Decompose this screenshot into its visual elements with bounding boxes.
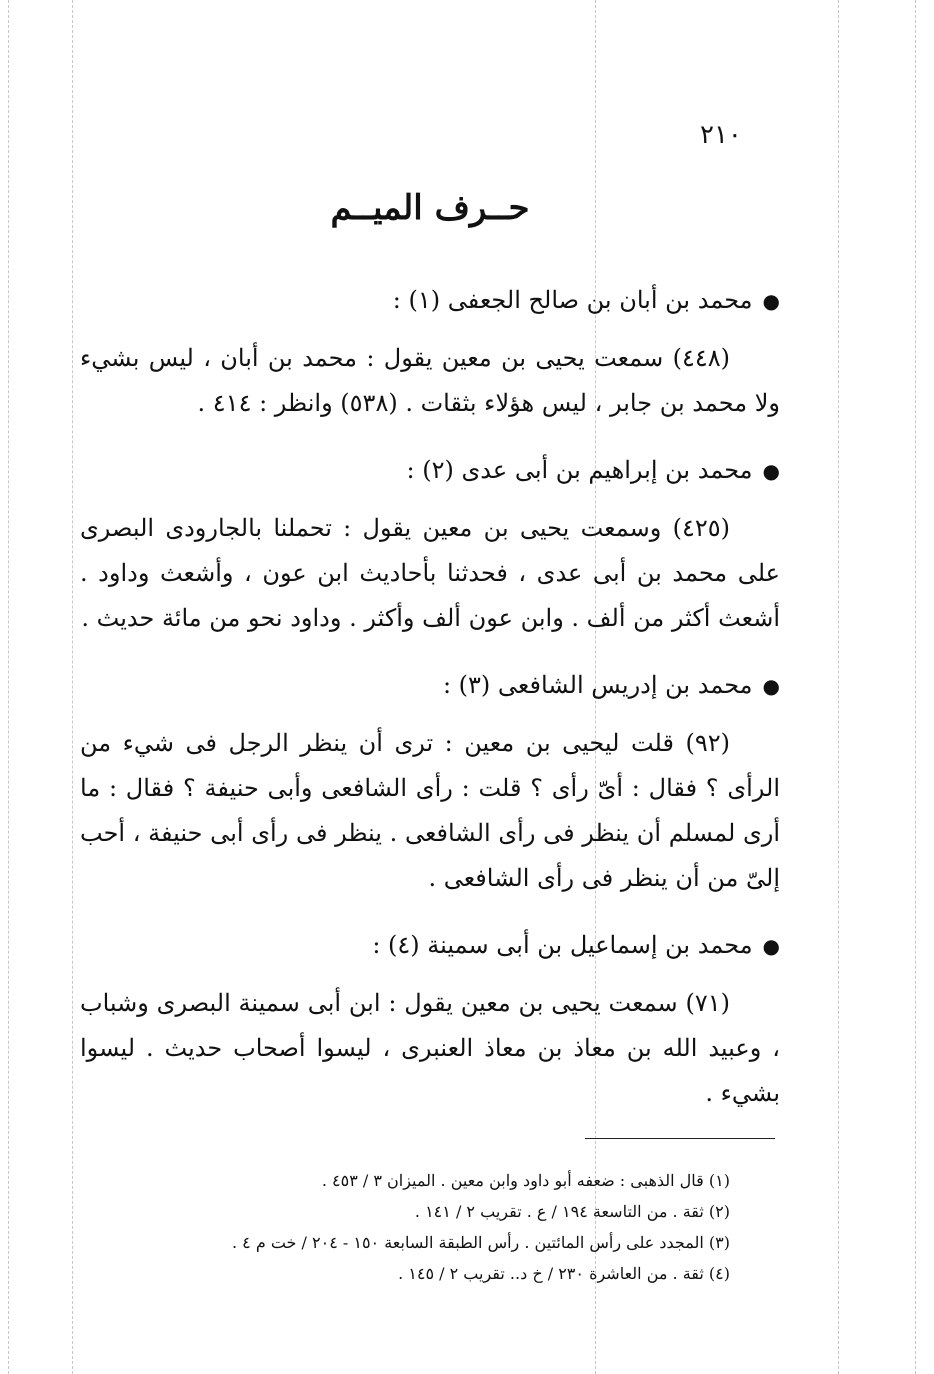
footnote-divider [585, 1138, 775, 1139]
bullet-icon: ● [762, 289, 780, 313]
bullet-icon: ● [762, 674, 780, 698]
entry-heading-text: محمد بن إسماعيل بن أبى سمينة (٤) : [372, 931, 753, 959]
scan-guide-line [8, 0, 9, 1374]
entry-heading [80, 448, 780, 494]
entry-paragraph: (٩٢) قلت ليحيى بن معين : ترى أن ينظر الرجل فى شيء من الرأى ؟ فقال : أىّ رأى ؟ قلت : رأى الشافعى وأبى حنيفة ؟ فقال : ما أرى لمسلم أن ينظر فى رأى الشافعى . ينظر فى رأى أبى حنيفة ، أحب إلىّ من أن ينظر فى رأى الشافعى . [80, 729, 780, 892]
footnote: (٢) ثقة . من التاسعة ١٩٤ / ع . تقريب ٢ / ١٤١ . [414, 1202, 730, 1221]
entry-heading [80, 923, 780, 969]
entry-1 [80, 448, 780, 641]
footnotes [80, 1165, 730, 1289]
chapter-title: حــرف الميــم [330, 188, 530, 228]
entry-heading [80, 278, 780, 324]
footnote: (٣) المجدد على رأس المائتين . رأس الطبقة السابعة ١٥٠ - ٢٠٤ / خت م ٤ . [231, 1233, 730, 1252]
scan-guide-line [72, 0, 73, 1374]
entry-heading [80, 663, 780, 709]
main-text [80, 278, 780, 1138]
footnote: (٤) ثقة . من العاشرة ٢٣٠ / خ د.. تقريب ٢ / ١٤٥ . [398, 1264, 730, 1283]
entry-2 [80, 663, 780, 901]
footnote: (١) قال الذهبى : ضعفه أبو داود وابن معين . الميزان ٣ / ٤٥٣ . [321, 1171, 730, 1190]
scan-guide-line [838, 0, 839, 1374]
entry-heading-text: محمد بن إبراهيم بن أبى عدى (٢) : [406, 456, 753, 484]
bullet-icon: ● [762, 934, 780, 958]
entry-0 [80, 278, 780, 426]
entry-heading-text: محمد بن إدريس الشافعى (٣) : [442, 671, 753, 699]
entry-paragraph: (٤٤٨) سمعت يحيى بن معين يقول : محمد بن أبان ، ليس بشيء ولا محمد بن جابر ، ليس هؤلاء بثقات . (٥٣٨) وانظر : ٤١٤ . [80, 344, 780, 417]
entry-heading-text: محمد بن أبان بن صالح الجعفى (١) : [392, 286, 753, 314]
entry-3 [80, 923, 780, 1116]
page-number: ٢١٠ [700, 120, 742, 150]
scan-guide-line [915, 0, 916, 1374]
entry-paragraph: (٧١) سمعت يحيى بن معين يقول : ابن أبى سمينة البصرى وشباب ، وعبيد الله بن معاذ بن معاذ العنبرى ، ليسوا أصحاب حديث . ليسوا بشيء . [80, 989, 780, 1107]
entry-paragraph: (٤٢٥) وسمعت يحيى بن معين يقول : تحملنا بالجارودى البصرى على محمد بن أبى عدى ، فحدثنا بأحاديث ابن عون ، وأشعث وداود . أشعث أكثر من ألف . وابن عون ألف وأكثر . وداود نحو من مائة حديث . [80, 514, 780, 632]
bullet-icon: ● [762, 459, 780, 483]
